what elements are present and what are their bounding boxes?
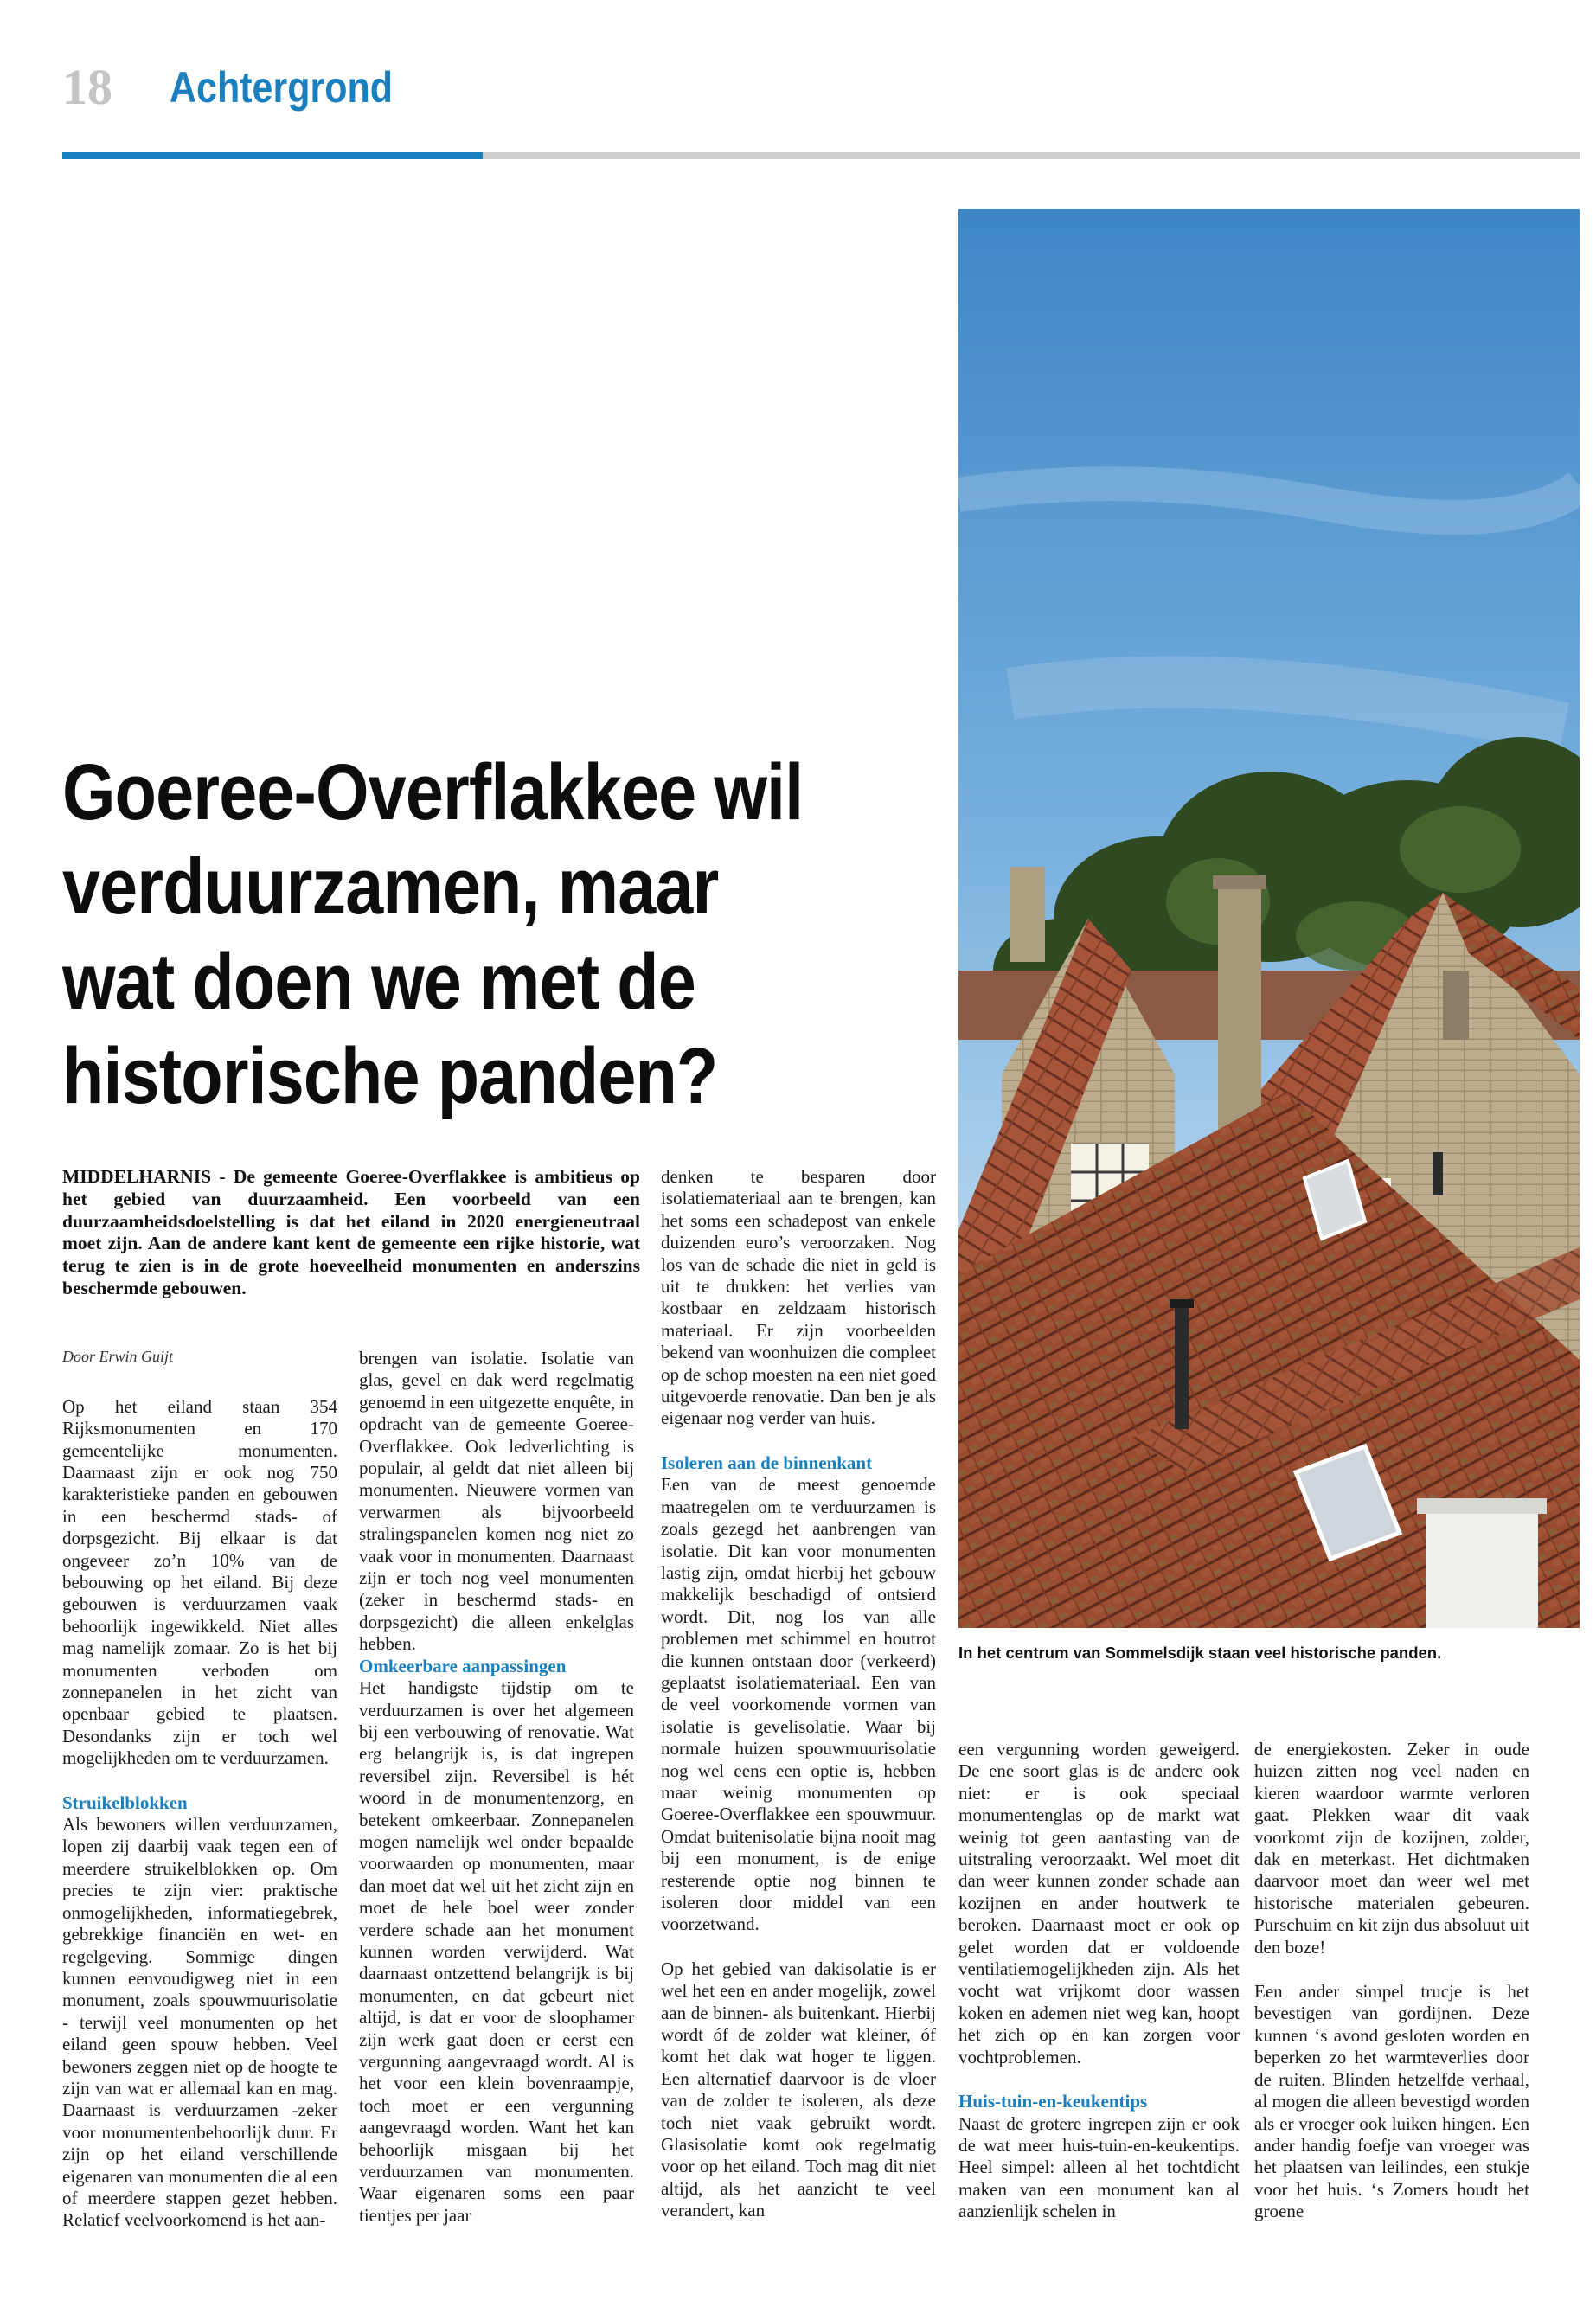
column-5	[1254, 1739, 1529, 2223]
header-rule-accent	[62, 152, 483, 159]
header-rule	[483, 152, 1580, 159]
column-2	[359, 1348, 634, 2227]
column-3	[661, 1166, 936, 2222]
headline-line: verduurzamen, maar	[62, 843, 719, 932]
section-title: Achtergrond	[170, 63, 393, 112]
paragraph: Als bewoners willen verduurzamen, lopen zij daarbij vaak tegen een of meerdere struikelblokken op. Om precies te zijn vier: praktische onmogelijkheden, informatiegebrek, gebrekkige financiën en wet- en regelgeving. Sommige dingen kunnen eenvoudigweg niet in een monument, zoals spouwmuurisolatie - terwijl veel monumenten op het eiland geen spouw hebben. Veel bewoners zeggen niet op de hoogte te zijn van wat er allemaal kan en mag. Daarnaast is verduurzamen -zeker voor monumentenbehoorlijk duur. Er zijn op het eiland verschillende eigenaren van monumenten die al een of meerdere stappen gezet hebben. Relatief veelvoorkomend is het aan-	[62, 1814, 337, 2231]
paragraph: Naast de grotere ingrepen zijn er ook de wat meer huis-tuin-en-keukentips. Heel simpel: alleen al het tochtdicht maken van een monument kan al aanzienlijk schelen in	[958, 2112, 1240, 2222]
subheading: Omkeerbare aanpassingen	[359, 1655, 567, 1676]
headline-line: Goeree-Overflakkee wil	[62, 748, 804, 836]
column-1	[62, 1348, 337, 2232]
subheading: Isoleren aan de binnenkant	[661, 1452, 873, 1473]
subheading: Struikelblokken	[62, 1791, 188, 1813]
headline	[62, 746, 979, 1125]
paragraph: Op het gebied van dakisolatie is er wel het een en ander mogelijk, zowel aan de binnen- als buitenkant. Hierbij wordt óf de zolder wat kleiner, óf komt het dak wat hoger te liggen. Een alternatief daarvoor is de vloer van de zolder te isoleren, als deze toch niet vaak gebruikt wordt. Glasisolatie komt ook regelmatig voor op het eiland. Toch mag dit niet altijd, als het aanzicht te veel verandert, kan	[661, 1958, 936, 2221]
paragraph: Een ander simpel trucje is het bevestigen van gordijnen. Deze kunnen ‘s avond gesloten worden en beperken zo het warmteverlies door de ruiten. Blinden hetzelfde verhaal, al mogen die alleen bevestigd worden als er vroeger ook luiken hingen. Een ander handig foefje van vroeger was het plaatsen van leilindes, een stukje voor het huis. ‘s Zomers houdt het groene	[1254, 1981, 1529, 2222]
subheading: Huis-tuin-en-keukentips	[958, 2091, 1148, 2112]
paragraph: de energiekosten. Zeker in oude huizen zitten nog veel naden en kieren waardoor warmte verloren gaat. Plekken waar dit vaak voorkomt zijn de kozijnen, zolder, dak en meterkast. Het dichtmaken daarvoor moet dan weer wel met historische materialen gebeuren. Purschuim en kit zijn dus absoluut uit den boze!	[1254, 1739, 1529, 1958]
paragraph: Een van de meest genoemde maatregelen om te verduurzamen is zoals gezegd het aanbrengen van isolatie. Dit kan voor monumenten lastig zijn, omdat hierbij het gebouw makkelijk beschadigd of ontsierd wordt. Dit, nog los van alle problemen met schimmel en houtrot die kunnen ontstaan door (verkeerd) geplaatst isolatiemateriaal. Een van de veel voorkomende vormen van isolatie is gevelisolatie. Waar bij normale huizen spouwmuurisolatie nog wel eens een optie is, hebben maar weinig monumenten op Goeree-Overflakkee een spouwmuur. Omdat buitenisolatie bijna nooit mag bij een monument, is de enige resterende optie nog binnen te isoleren door middel van een voorzetwand.	[661, 1474, 936, 1935]
paragraph: denken te besparen door isolatiemateriaal aan te brengen, kan het soms een schadepost van enkele duizenden euro’s veroorzaken. Nog los van de schade die niet in geld is uit te drukken: het verlies van kostbaar en zeldzaam historisch materiaal. Er zijn voorbeelden bekend van woonhuizen die compleet op de schop moesten na een niet goed uitgevoerde renovatie. Dan ben je als eigenaar nog verder van huis.	[661, 1166, 936, 1429]
page-number: 18	[62, 59, 112, 115]
headline-line: historische panden?	[62, 1032, 718, 1121]
paragraph: Op het eiland staan 354 Rijksmonumenten en 170 gemeentelijke monumenten. Daarnaast zijn er ook nog 750 karakteristieke panden en gebouwen in een beschermd stads- of dorpsgezicht. Bij elkaar is dat ongeveer zo’n 10% van de bebouwing op het eiland. Bij deze gebouwen is verduurzamen vaak behoorlijk ingewikkeld. Niet alles mag namelijk zomaar. Zo is het bij monumenten verboden om zonnepanelen in het zicht van openbaar gebied te plaatsen. Desondanks zijn er toch wel mogelijkheden om te verduurzamen.	[62, 1395, 337, 1769]
headline-line: wat doen we met de	[62, 937, 695, 1026]
article-lede: MIDDELHARNIS - De gemeente Goeree-Overflakkee is ambitieus op het gebied van duurzaamheid. Een voorbeeld van een duurzaamheidsdoelstelling is dat het eiland in 2020 energieneutraal moet zijn. Aan de andere kant kent de gemeente een rijke historie, wat terug te zien is in de grote hoeveelheid monumenten en anderszins beschermde gebouwen.	[62, 1166, 640, 1298]
paragraph: Het handigste tijdstip om te verduurzamen is over het algemeen bij een verbouwing of renovatie. Wat erg belangrijk is, is dat ingrepen reversibel zijn. Reversibel is hét woord in de monumentenzorg, en betekent omkeerbaar. Zonnepanelen mogen namelijk wel onder bepaalde voorwaarden op monumenten, maar dan moet dat wel uit het zicht zijn en moet de hele boel weer zonder verdere schade aan het monument kunnen worden verwijderd. Wat daarnaast ontzettend belangrijk is bij monumenten, en dat gebeurt niet altijd, is dat er voor de sloophamer zijn werk gaat doen er eerst een vergunning aangevraagd wordt. Al is het voor een klein bovenraampje, toch moet er een vergunning aangevraagd worden. Want het kan behoorlijk misgaan bij het verduurzamen van monumenten. Waar eigenaren soms een paar tientjes per jaar	[359, 1677, 634, 2226]
column-4	[958, 1739, 1240, 2223]
photo-caption: In het centrum van Sommelsdijk staan veel historische panden.	[958, 1644, 1442, 1662]
paragraph: brengen van isolatie. Isolatie van glas, gevel en dak werd regelmatig genoemd in een uitgezette enquête, in opdracht van de gemeente Goeree-Overflakkee. Ook ledverlichting is populair, al geldt dat niet alleen bij monumenten. Nieuwere vormen van verwarmen als bijvoorbeeld stralingspanelen komen nog niet zo vaak voor in monumenten. Daarnaast zijn er toch nog veel monumenten (zeker in beschermd stads- en dorpsgezicht) die alleen enkelglas hebben.	[359, 1348, 634, 1655]
article-photo	[958, 209, 1580, 1628]
byline: Door Erwin Guijt	[62, 1348, 174, 1365]
paragraph: een vergunning worden geweigerd. De ene soort glas is de andere ook niet: er is ook speciaal monumentenglas op de markt wat weinig tot geen aantasting van de uitstraling veroorzaakt. Wel moet dit dan weer kunnen zonder schade aan kozijnen en ander houtwerk te beroken. Daarnaast moet er ook op gelet worden dat er voldoende ventilatiemogelijkheden zijn. Als het vocht wat vrijkomt door wassen koken en ademen niet weg kan, hoopt het zich op en kan zorgen voor vochtproblemen.	[958, 1739, 1240, 2067]
